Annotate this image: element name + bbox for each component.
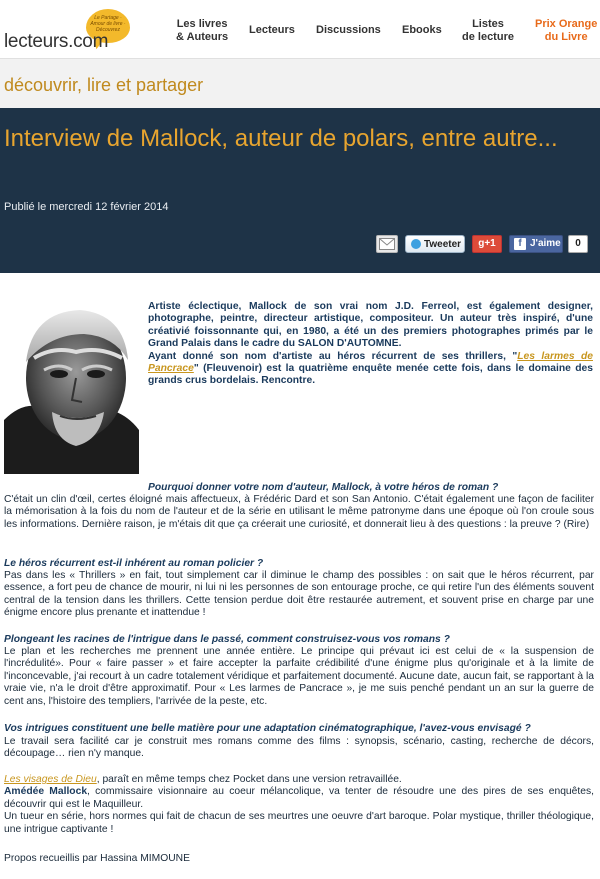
author-portrait [4,300,139,474]
answer-3: Le plan et les recherches me prennent une année entière. Le principe qui prévaut ici est celui de « la suspension de l'incrédulité». Pour « faire passer » et faire accepter la parfaite crédibilité d'une énigme plus qu'originale et à la limite de l'inconcevable, j'ai recourt à un cadre totalement véridique et parfaitement documenté. Aucune date, aucun fait, se rapportant à la vraie vie, n'a le droit d'être approximatif. Pour « Les larmes de Pancrace », je me suis penché pendant un an sur la guerre de cent ans, l'histoire des templiers, l'arrivée de la peste, etc. [4,646,594,707]
article-intro [148,301,593,388]
fb-like-label: J'aime [530,238,561,249]
book-link-larmes-pancrace[interactable]: Les larmes de Pancrace [148,350,593,375]
question-3: Plongeant les racines de l'intrigue dans le passé, comment construisez-vous vos romans ? [4,634,450,645]
logo-bubble-text: Le Partage · Amour de livre · Découvrez [90,15,126,33]
facebook-icon: f [514,238,526,250]
nav-lecteurs[interactable] [249,24,295,37]
nav-label: Listes [472,18,504,30]
answer-4: Le travail sera facilité car je construit mes romans comme des films : synopsis, scénario, casting, recherche de décors, découpage… rien n'y manque. [4,736,594,760]
tagline-bar [0,58,600,108]
nav-livres-auteurs[interactable] [176,18,228,44]
gplus-button[interactable] [472,235,502,253]
article-title: Interview de Mallock, auteur de polars, entre autre... [4,125,558,152]
outro-bold-name: Amédée Mallock [4,786,88,798]
nav-label: Discussions [316,24,381,36]
question-2: Le héros récurrent est-il inhérent au roman policier ? [4,558,264,569]
nav-label: Les livres [176,18,228,30]
nav-label: de lecture [462,31,514,43]
article-banner [0,108,600,273]
nav-label: Lecteurs [249,24,295,36]
nav-discussions[interactable] [316,24,381,37]
intro-text: " (Fleuvenoir) est la quatrième enquête menée cette fois, dans le domaine des grands crus bordelais. Rencontre. [148,363,593,387]
question-1: Pourquoi donner votre nom d'auteur, Mallock, à votre héros de roman ? [148,482,499,493]
like-count-badge: 0 [568,235,588,253]
publish-date: Publié le mercredi 12 février 2014 [4,201,169,213]
nav-label: du Livre [544,31,588,43]
tweet-label: Tweeter [424,239,462,250]
nav-listes-lecture[interactable] [462,18,514,44]
outro-text: , paraît en même temps chez Pocket dans une version retravaillée. [96,774,402,785]
twitter-bird-icon [411,239,421,249]
intro-text: Artiste éclectique, Mallock de son vrai nom J.D. Ferreol, est également designer, photographe, peintre, directeur artistique, compositeur. Un auteur très inspiré, d'une créativié foissonnante qui, en 1980, a été un des premiers photographes primés par le Grand Palais dans le cadre du SALON D'AUTOMNE. [148,301,593,350]
nav-label: Ebooks [402,24,442,36]
article-credit: Propos recueillis par Hassina MIMOUNE [4,853,190,864]
outro-text: Un tueur en série, hors normes qui fait de chacun de ses meurtres une oeuvre d'art baroque. Polar mystique, thriller théologique, une intrigue captivante ! [4,811,594,835]
nav-ebooks[interactable] [402,24,442,37]
answer-2: Pas dans les « Thrillers » en fait, tout simplement car il diminue le champ des possibles : on sait que le héros récurrent, par essence, a fort peu de chance de mourir, ni lui ni les personnes de son entourage proche, ce qui retire l'un des éléments souvent central de la tension dans les thrillers. Cette tension perdue doit être restaurée autrement, et souvent prise en charge par une énigme encore plus prenante et inattendue ! [4,570,594,619]
book-link-visages-dieu[interactable]: Les visages de Dieu [4,774,97,785]
tweet-button[interactable] [405,235,465,253]
nav-label: & Auteurs [176,31,229,43]
email-share-button[interactable] [376,235,398,253]
envelope-icon [379,238,395,250]
author-photo-image [4,300,139,474]
site-logo[interactable] [4,9,134,51]
logo-text: lecteurs.com [4,31,109,52]
intro-text: Ayant donné son nom d'artiste au héros récurrent de ses thrillers, " [148,350,518,362]
answer-1: C'était un clin d'œil, certes éloigné mais affectueux, à Frédéric Dard et son San Antonio. C'était également une façon de faciliter la mémorisation à la fois du nom de l'auteur et de la série en utilisant le même patronyme dans une époque où l'on croule sous les informations. Dernière raison, je m'étais dit que ça créerait une curiosité, et donnerait lieu à des questions : la preuve ? (Rire) [4,494,594,530]
question-4: Vos intrigues constituent une belle matière pour une adaptation cinématographique, l'avez-vous envisagé ? [4,723,531,734]
nav-label: Prix Orange [535,18,598,30]
outro-text: , commissaire visionnaire au coeur mélancolique, va tenter de résoudre une des pires de ses enquêtes, découvrir qui est le Maquilleur. [4,786,594,810]
facebook-like-button[interactable] [509,235,563,253]
gplus-label: g+1 [478,238,496,249]
site-header [0,0,600,58]
article-outro [4,774,594,836]
site-tagline: découvrir, lire et partager [4,75,204,95]
nav-prix-orange[interactable] [535,18,597,44]
